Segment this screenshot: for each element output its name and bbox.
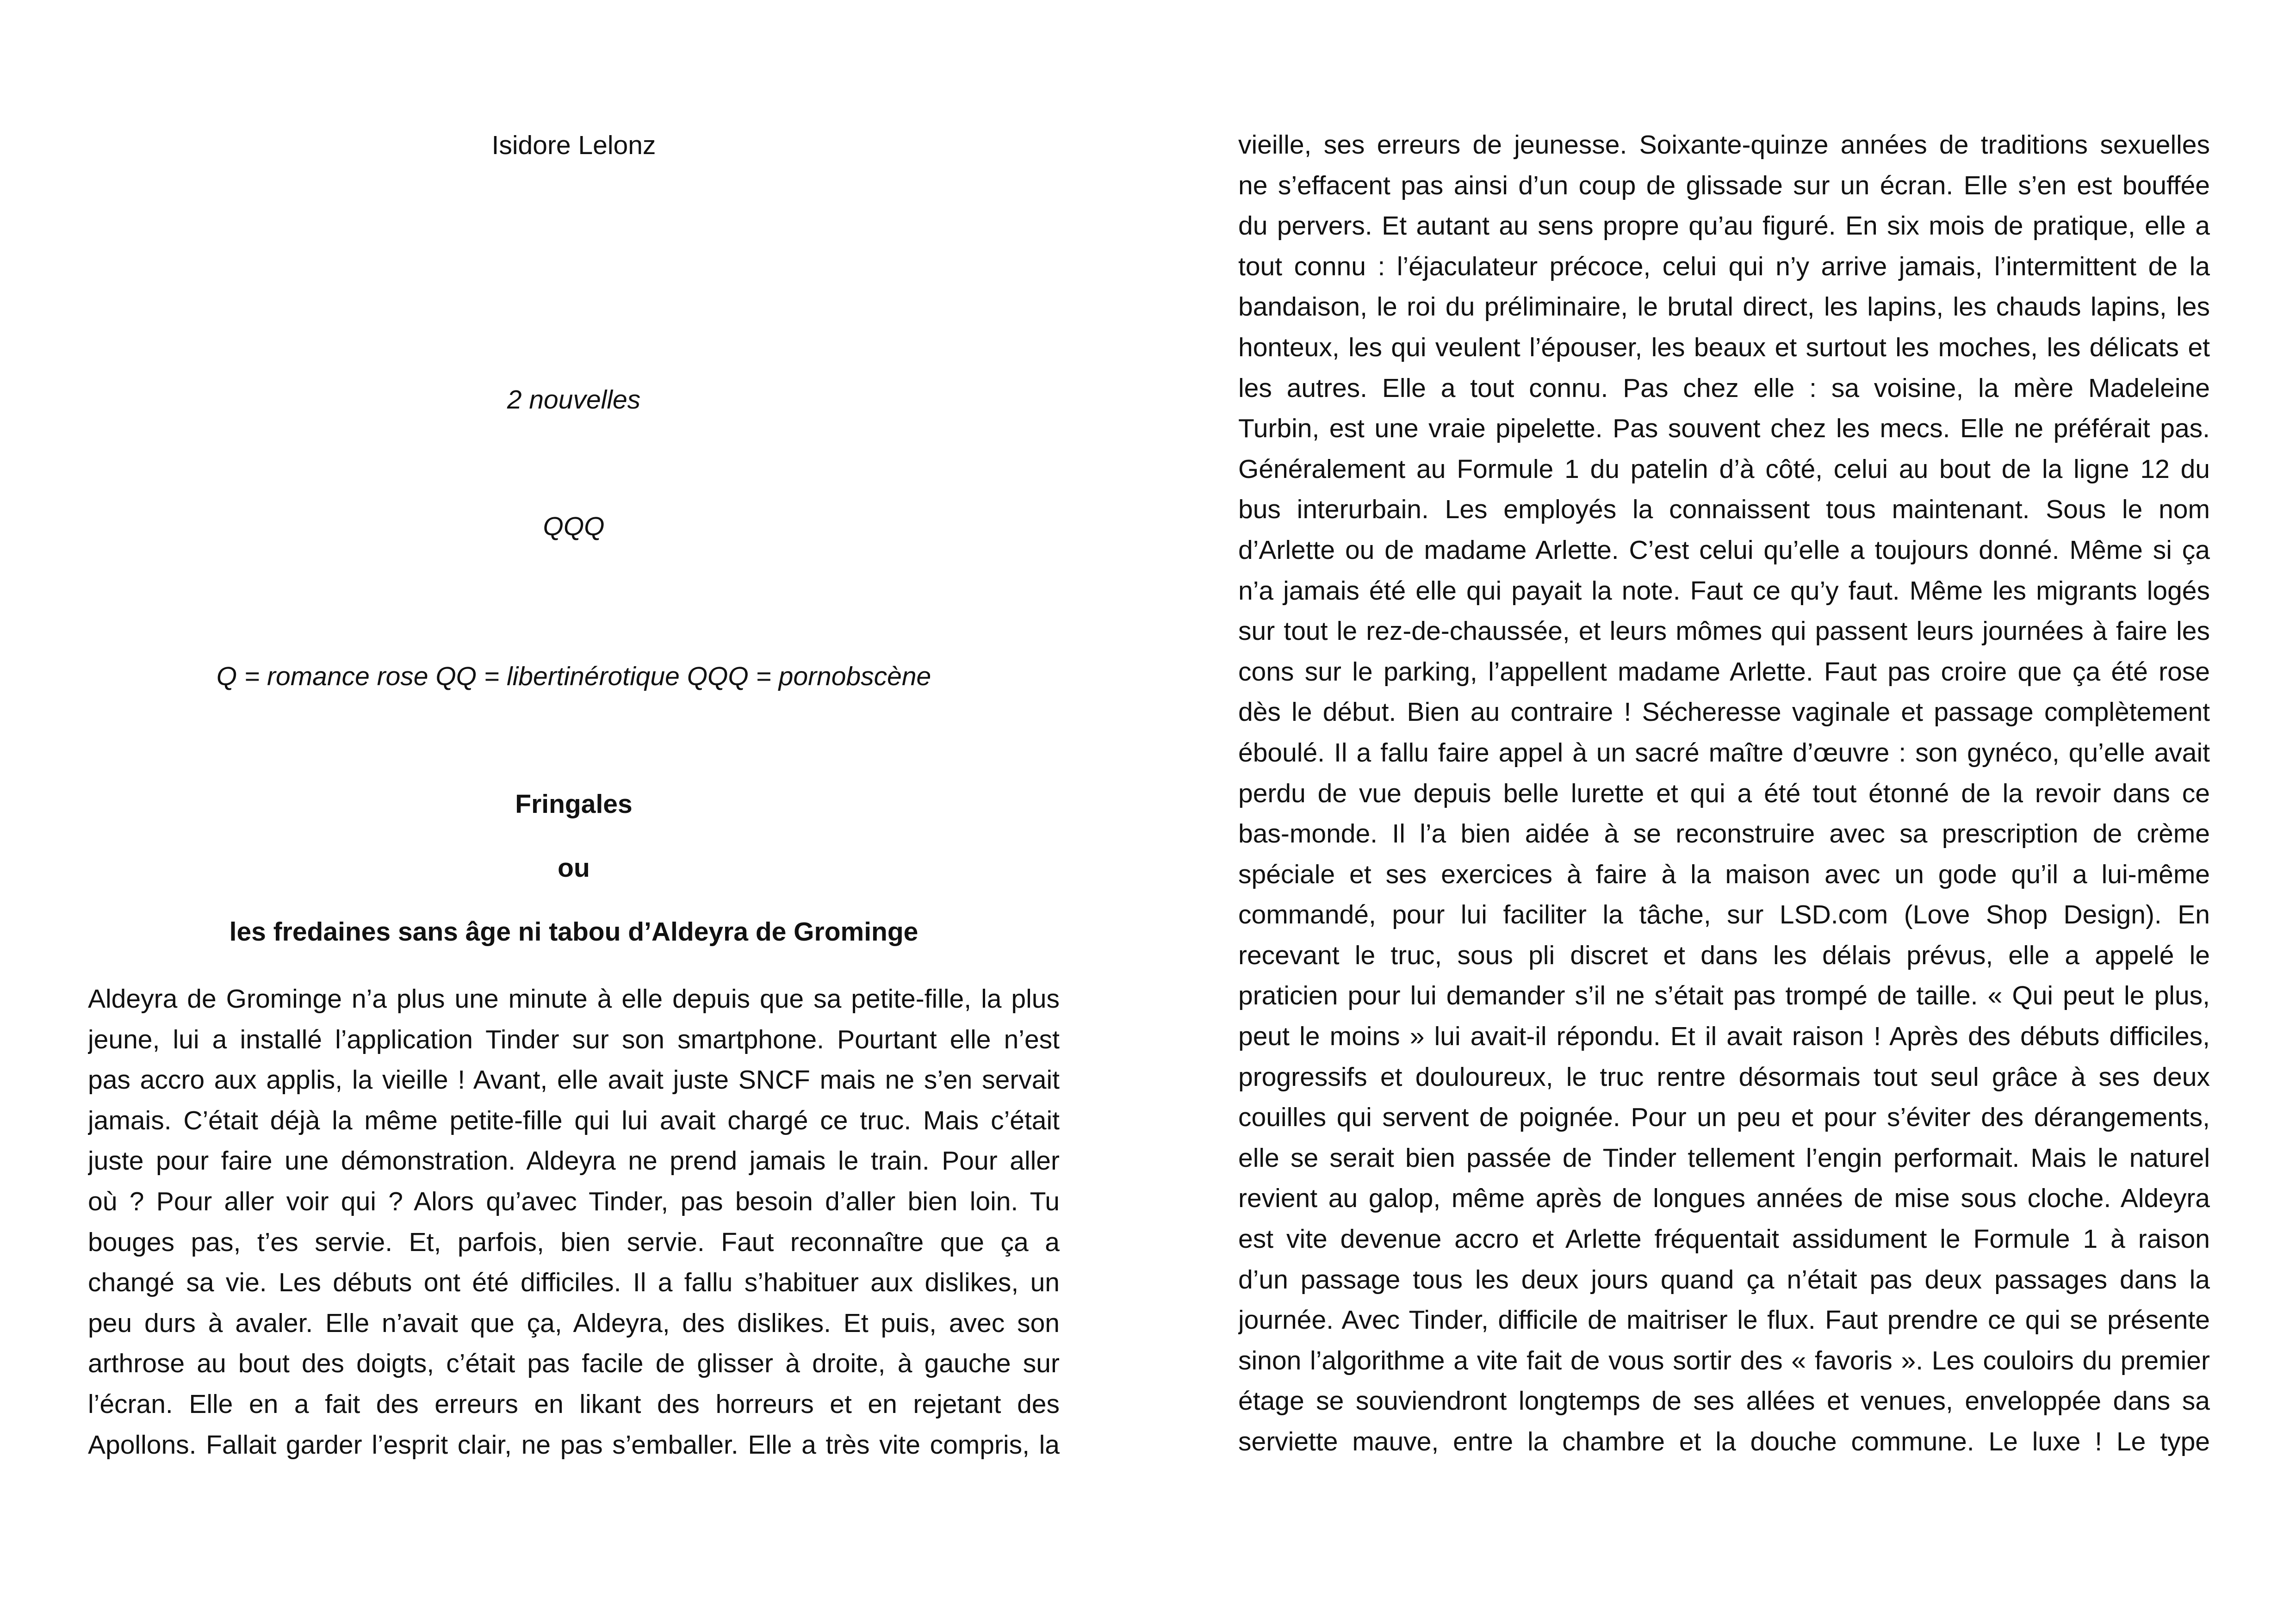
body-line: progressifs et douloureux, le truc rentre désormais tout seul grâce à ses deux: [1238, 1062, 2210, 1092]
body-line: juste pour faire une démonstration. Aldeyra ne prend jamais le train. Pour aller: [88, 1146, 1060, 1176]
body-line: Généralement au Formule 1 du patelin d’à côté, celui au bout de la ligne 12 du: [1238, 454, 2210, 484]
body-line: jamais. C’était déjà la même petite-fille qui lui avait chargé ce truc. Mais c’était: [88, 1105, 1060, 1135]
body-line: sur tout le rez-de-chaussée, et leurs mômes qui passent leurs journées à faire les: [1238, 616, 2210, 646]
body-line: couilles qui servent de poignée. Pour un peu et pour s’éviter des dérangements,: [1238, 1103, 2210, 1133]
body-line: les autres. Elle a tout connu. Pas chez elle : sa voisine, la mère Madeleine: [1238, 373, 2210, 403]
body-line: praticien pour lui demander s’il ne s’était pas trompé de taille. « Qui peut le plus,: [1238, 981, 2210, 1011]
right-body-text: [1238, 125, 2210, 1462]
body-line: sinon l’algorithme a vite fait de vous sortir des « favoris ». Les couloirs du premier: [1238, 1345, 2210, 1375]
body-line: étage se souviendront longtemps de ses allées et venues, enveloppée dans sa: [1238, 1386, 2210, 1416]
body-line: serviette mauve, entre la chambre et la douche commune. Le luxe ! Le type: [1238, 1427, 2210, 1456]
body-line: Aldeyra de Grominge n’a plus une minute à elle depuis que sa petite-fille, la plus: [88, 984, 1060, 1014]
body-line: peut le moins » lui avait-il répondu. Et il avait raison ! Après des débuts difficiles,: [1238, 1022, 2210, 1052]
body-line: commandé, pour lui faciliter la tâche, sur LSD.com (Love Shop Design). En: [1238, 900, 2210, 930]
body-line: tout connu : l’éjaculateur précoce, celui qui n’y arrive jamais, l’intermittent de la: [1238, 251, 2210, 281]
story-subtitle: les fredaines sans âge ni tabou d’Aldeyra de Grominge: [229, 917, 918, 947]
body-line: spéciale et ses exercices à faire à la maison avec un gode qu’il a lui-même: [1238, 859, 2210, 889]
author-name: Isidore Lelonz: [491, 130, 656, 160]
body-line: éboulé. Il a fallu faire appel à un sacré maître d’œuvre : son gynéco, qu’elle avait: [1238, 737, 2210, 768]
book-subtitle: 2 nouvelles: [507, 385, 641, 415]
body-line: journée. Avec Tinder, difficile de maitriser le flux. Faut prendre ce qui se présente: [1238, 1305, 2210, 1335]
body-line: arthrose au bout des doigts, c’était pas facile de glisser à droite, à gauche sur: [88, 1349, 1060, 1379]
body-line: recevant le truc, sous pli discret et dans les délais prévus, elle a appelé le: [1238, 940, 2210, 970]
body-line: peu durs à avaler. Elle n’avait que ça, Aldeyra, des dislikes. Et puis, avec son: [88, 1308, 1060, 1338]
body-line: Apollons. Fallait garder l’esprit clair, ne pas s’emballer. Elle a très vite compris, la: [88, 1430, 1060, 1460]
body-line: pas accro aux applis, la vieille ! Avant, elle avait juste SNCF mais ne s’en servait: [88, 1065, 1060, 1095]
body-line: perdu de vue depuis belle lurette et qui a été tout étonné de la revoir dans ce: [1238, 778, 2210, 808]
body-line: honteux, les qui veulent l’épouser, les beaux et surtout les moches, les délicats et: [1238, 332, 2210, 362]
story-title-connector: ou: [558, 853, 590, 883]
body-line: ne s’effacent pas ainsi d’un coup de glissade sur un écran. Elle s’en est bouffée: [1238, 170, 2210, 200]
body-line: elle se serait bien passée de Tinder tellement l’engin performait. Mais le naturel: [1238, 1143, 2210, 1173]
left-body-text: [88, 979, 1060, 1465]
body-line: d’Arlette ou de madame Arlette. C’est celui qu’elle a toujours donné. Même si ça: [1238, 535, 2210, 565]
body-line: bandaison, le roi du préliminaire, le brutal direct, les lapins, les chauds lapins, les: [1238, 292, 2210, 322]
rating-legend: Q = romance rose QQ = libertinérotique QQQ = pornobscène: [216, 662, 931, 691]
body-line: bus interurbain. Les employés la connaissent tous maintenant. Sous le nom: [1238, 495, 2210, 525]
body-line: du pervers. Et autant au sens propre qu’au figuré. En six mois de pratique, elle a: [1238, 211, 2210, 241]
body-line: l’écran. Elle en a fait des erreurs en likant des horreurs et en rejetant des: [88, 1389, 1060, 1419]
body-line: où ? Pour aller voir qui ? Alors qu’avec Tinder, pas besoin d’aller bien loin. Tu: [88, 1186, 1060, 1216]
body-line: jeune, lui a installé l’application Tinder sur son smartphone. Pourtant elle n’est: [88, 1024, 1060, 1054]
body-line: revient au galop, même après de longues années de mise sous cloche. Aldeyra: [1238, 1183, 2210, 1214]
rating-label: QQQ: [543, 512, 605, 541]
body-line: Turbin, est une vraie pipelette. Pas souvent chez les mecs. Elle ne préférait pas.: [1238, 414, 2210, 444]
body-line: dès le début. Bien au contraire ! Sécheresse vaginale et passage complètement: [1238, 697, 2210, 727]
body-line: bouges pas, t’es servie. Et, parfois, bien servie. Faut reconnaître que ça a: [88, 1227, 1060, 1257]
body-line: cons sur le parking, l’appellent madame Arlette. Faut pas croire que ça été rose: [1238, 657, 2210, 687]
story-title: Fringales: [515, 789, 633, 819]
body-line: vieille, ses erreurs de jeunesse. Soixante-quinze années de traditions sexuelles: [1238, 130, 2210, 160]
body-line: est vite devenue accro et Arlette fréquentait assidument le Formule 1 à raison: [1238, 1224, 2210, 1254]
body-line: d’un passage tous les deux jours quand ça n’était pas deux passages dans la: [1238, 1264, 2210, 1295]
body-line: n’a jamais été elle qui payait la note. Faut ce qu’y faut. Même les migrants logés: [1238, 576, 2210, 606]
body-line: changé sa vie. Les débuts ont été difficiles. Il a fallu s’habituer aux dislikes, un: [88, 1268, 1060, 1298]
right-page: [1148, 0, 2296, 1623]
body-line: bas-monde. Il l’a bien aidée à se reconstruire avec sa prescription de crème: [1238, 819, 2210, 849]
